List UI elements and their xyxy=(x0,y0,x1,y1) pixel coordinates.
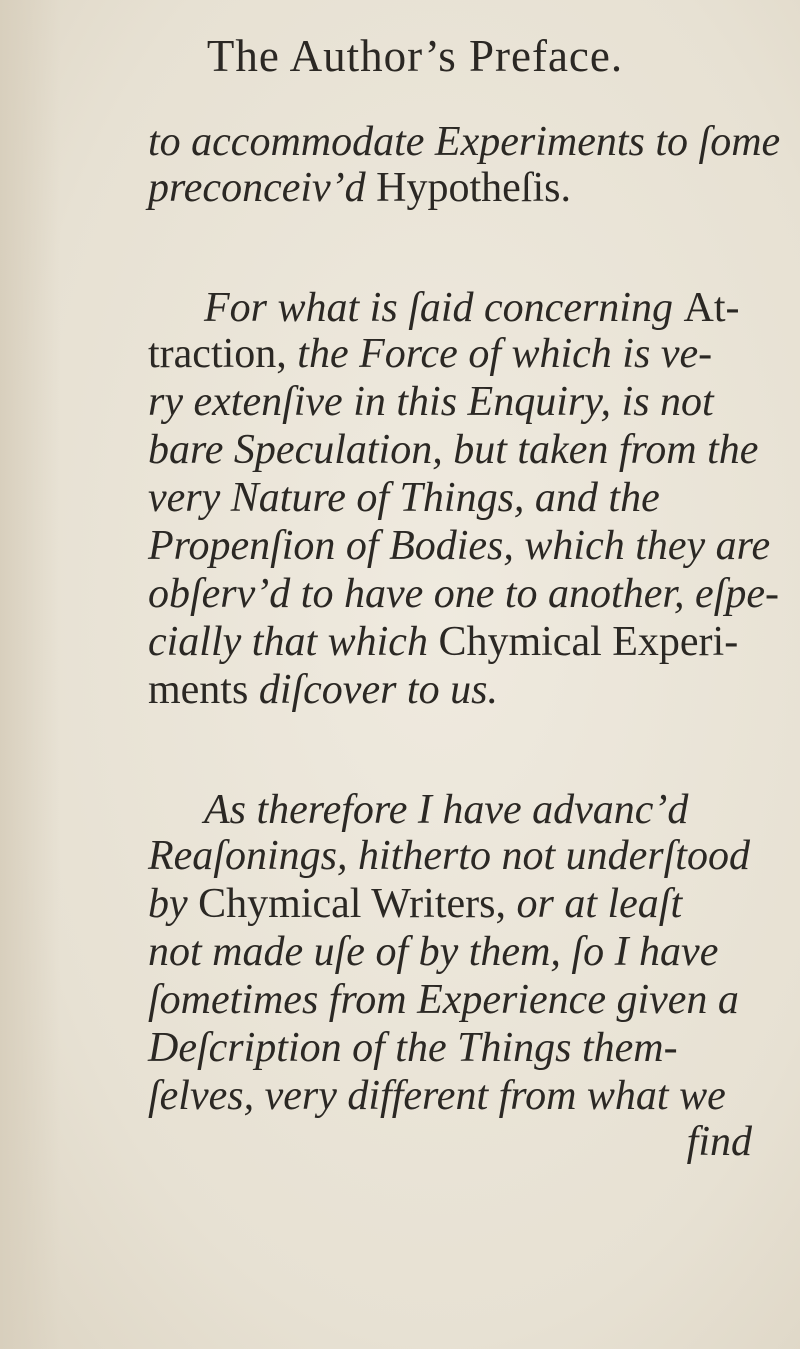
text-line xyxy=(148,832,750,880)
text-segment: very Nature of Things, and the xyxy=(148,475,660,521)
text-line xyxy=(204,284,739,332)
text-line xyxy=(148,118,780,166)
text-segment: ry extenſive in this Enquiry, is not xyxy=(148,379,714,425)
text-line xyxy=(148,330,712,378)
text-segment: As therefore I have advanc’d xyxy=(204,787,689,833)
text-segment: ments xyxy=(148,667,259,713)
text-segment: preconceiv’d xyxy=(148,165,377,211)
text-segment: find xyxy=(686,1119,752,1165)
text-segment: Hypotheſis. xyxy=(376,165,571,211)
text-line xyxy=(687,1118,752,1166)
text-line xyxy=(148,164,571,212)
text-line xyxy=(148,618,738,666)
text-segment: Reaſonings, hitherto not underſtood xyxy=(148,833,750,879)
text-segment: At- xyxy=(683,285,740,331)
text-line xyxy=(148,880,682,928)
text-segment: diſcover to us. xyxy=(258,667,498,713)
text-segment: ſometimes from Experience given a xyxy=(148,977,739,1023)
text-segment: For what is ſaid concerning xyxy=(204,285,684,331)
text-line xyxy=(148,976,739,1024)
text-line xyxy=(148,666,498,714)
text-line xyxy=(148,522,770,570)
text-line xyxy=(148,1072,726,1120)
text-line xyxy=(148,474,660,522)
text-segment: Deſcription of the Things them- xyxy=(148,1025,678,1071)
text-segment: by xyxy=(148,881,199,927)
text-line xyxy=(148,426,758,474)
text-segment: Chymical Writers, xyxy=(198,881,517,927)
text-segment: Propenſion of Bodies, which they are xyxy=(148,523,771,569)
text-segment: to accommodate Experiments to ſome xyxy=(148,119,781,165)
text-segment: obſerv’d to have one to another, eſpe- xyxy=(148,571,779,617)
page-edge-shadow xyxy=(0,0,60,1349)
text-line xyxy=(148,1024,678,1072)
text-segment: bare Speculation, but taken from the xyxy=(148,427,759,473)
text-line xyxy=(148,378,714,426)
text-segment: the Force of which is ve- xyxy=(297,331,713,377)
text-segment: not made uſe of by them, ſo I have xyxy=(148,929,719,975)
text-segment: or at leaſt xyxy=(516,881,683,927)
text-segment: Chymical Experi- xyxy=(438,619,739,665)
text-line xyxy=(204,786,688,834)
text-segment: ſelves, very different from what we xyxy=(148,1073,726,1119)
text-line xyxy=(148,928,718,976)
text-segment: traction, xyxy=(148,331,298,377)
text-segment: cially that which xyxy=(148,619,439,665)
running-head: The Author’s Preface. xyxy=(206,31,624,81)
text-line xyxy=(148,570,779,618)
